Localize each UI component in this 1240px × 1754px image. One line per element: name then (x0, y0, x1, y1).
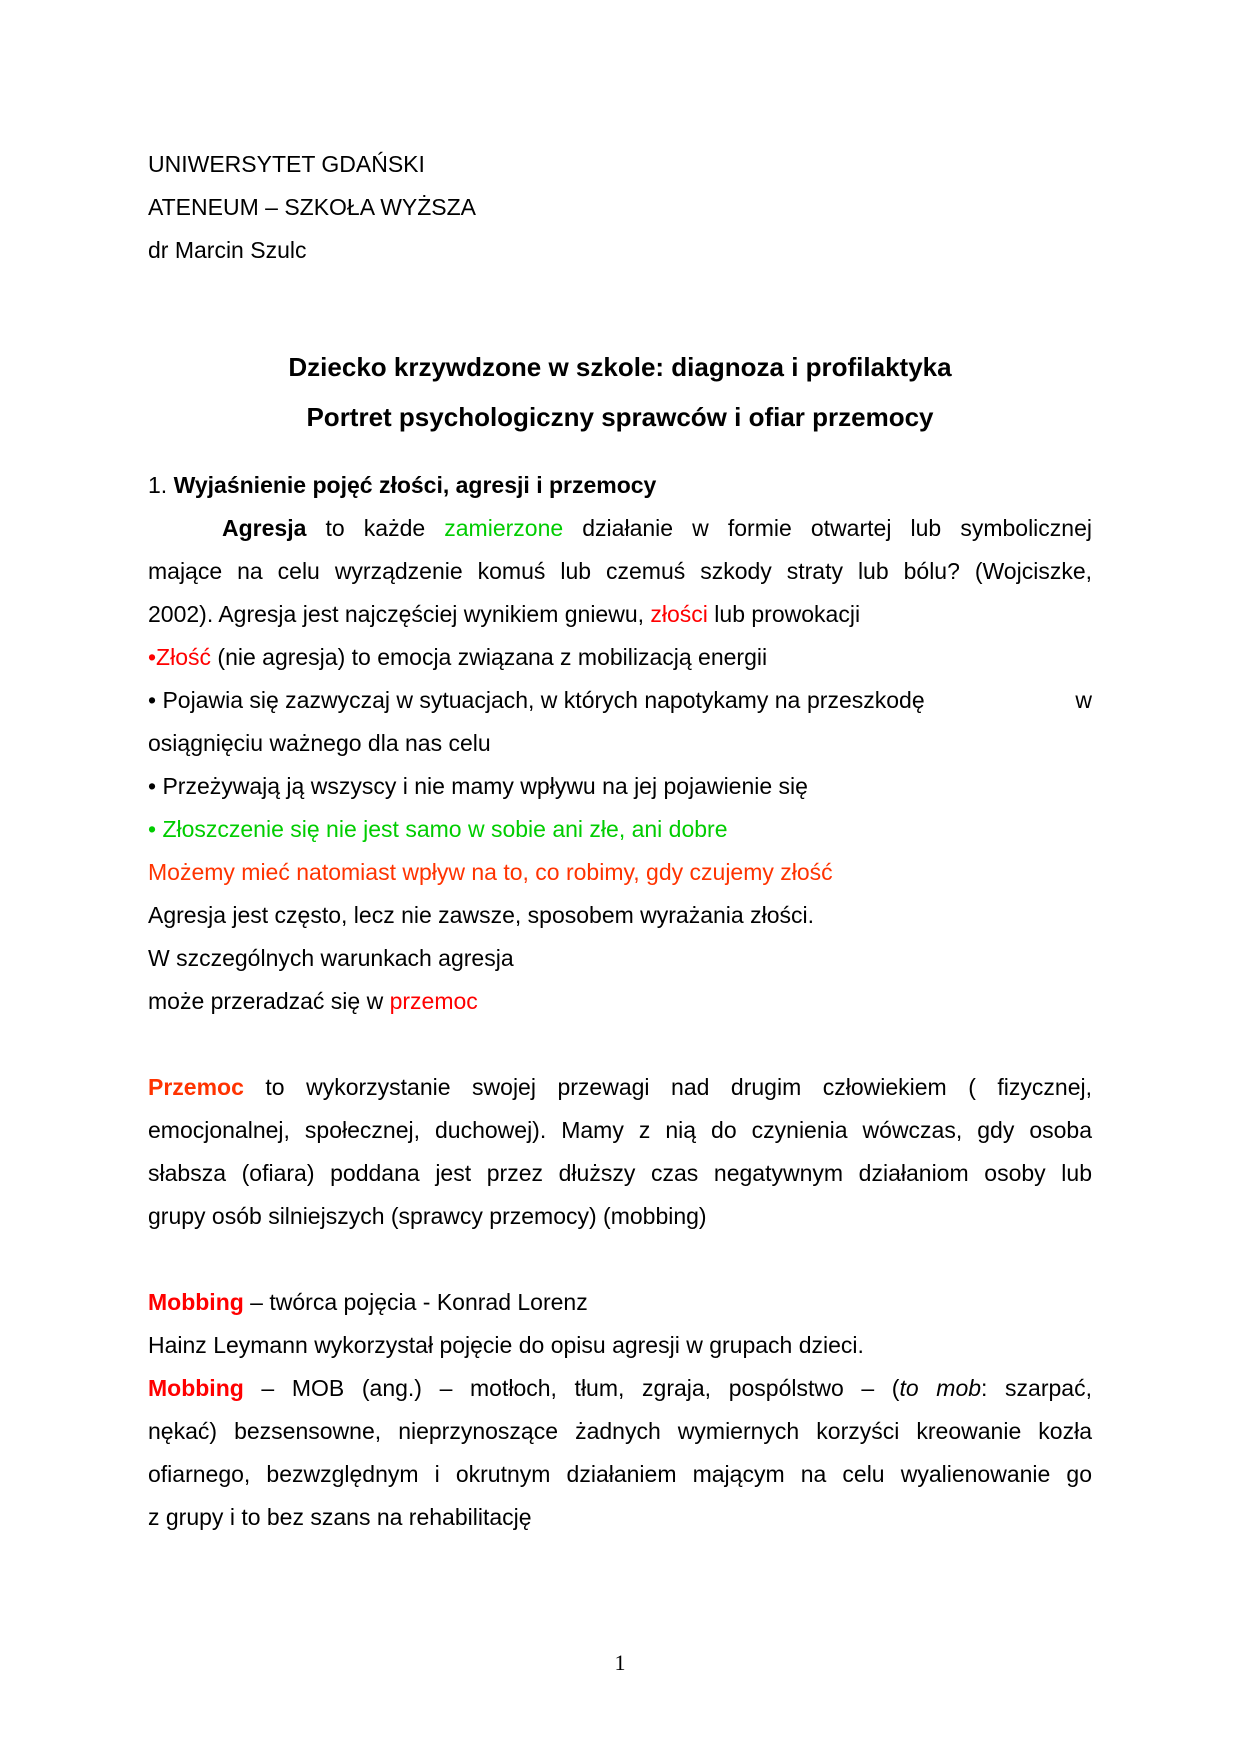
bullet-zlosc: •Złość (nie agresja) to emocja związana z mobilizacją energii (148, 644, 768, 670)
page-content (148, 143, 1092, 1539)
agresja-line-3: 2002). Agresja jest najczęściej wynikiem gniewu, złości lub prowokacji (148, 601, 861, 627)
mobbing-line-4: nękać) bezsensowne, nieprzynoszące żadnych wymiernych korzyści kreowanie kozła (148, 1418, 1092, 1444)
page-number: 1 (614, 1650, 626, 1675)
bullet-zlosc-term: •Złość (148, 644, 212, 670)
przemoc-line-2: emocjonalnej, społecznej, duchowej). Mamy z nią do czynienia wówczas, gdy osoba (148, 1117, 1092, 1143)
przemoc-line-3: słabsza (ofiara) poddana jest przez dłuższy czas negatywnym działaniom osoby lub (148, 1160, 1092, 1186)
header-university: UNIWERSYTET GDAŃSKI (148, 151, 425, 177)
szczegolne-warunki: W szczególnych warunkach agresja (148, 945, 514, 971)
agresja-line-2: mające na celu wyrządzenie komuś lub czemuś szkody straty lub bólu? (Wojciszke, (148, 558, 1092, 584)
section-heading-text: Wyjaśnienie pojęć złości, agresji i przemocy (173, 472, 657, 498)
highlight-zlosci: złości (650, 601, 708, 627)
highlight-przemoc: przemoc (389, 988, 478, 1014)
section-number: 1. (148, 472, 174, 498)
orange-statement: Możemy mieć natomiast wpływ na to, co robimy, gdy czujemy złość (148, 859, 833, 885)
mobbing-term-1: Mobbing (148, 1289, 244, 1315)
przeradzac-line: może przeradzać się w przemoc (148, 988, 478, 1014)
mobbing-line-2: Hainz Leymann wykorzystał pojęcie do opisu agresji w grupach dzieci. (148, 1332, 864, 1358)
section-heading (148, 464, 1092, 507)
bullet-pojawia-line-2: osiągnięciu ważnego dla nas celu (148, 730, 491, 756)
mobbing-term-2: Mobbing (148, 1375, 244, 1401)
mobbing-line-3: Mobbing – MOB (ang.) – motłoch, tłum, zgraja, pospólstwo – (to mob: szarpać, (148, 1375, 1092, 1401)
mobbing-line-1: Mobbing – twórca pojęcia - Konrad Lorenz (148, 1289, 588, 1315)
mobbing-line-6: z grupy i to bez szans na rehabilitację (148, 1504, 532, 1530)
document-title: Dziecko krzywdzone w szkole: diagnoza i profilaktyka (288, 352, 952, 382)
bullet-pojawia-line-1: • Pojawia się zazwyczaj w sytuacjach, w których napotykamy na przeszkodę w (148, 687, 1092, 713)
agresja-wyrazanie: Agresja jest często, lecz nie zawsze, sposobem wyrażania złości. (148, 902, 815, 928)
header-school: ATENEUM – SZKOŁA WYŻSZA (148, 194, 477, 220)
przemoc-line-1: Przemoc to wykorzystanie swojej przewagi nad drugim człowiekiem ( fizycznej, (148, 1074, 1092, 1100)
bullet-przezywaja: • Przeżywają ją wszyscy i nie mamy wpływu na jej pojawienie się (148, 773, 808, 799)
bullet-zloszczenie: • Złoszczenie się nie jest samo w sobie ani złe, ani dobre (148, 816, 728, 842)
agresja-term: Agresja (222, 515, 307, 541)
przemoc-line-4: grupy osób silniejszych (sprawcy przemocy) (mobbing) (148, 1203, 707, 1229)
highlight-zamierzone: zamierzone (444, 515, 564, 541)
document-subtitle: Portret psychologiczny sprawców i ofiar przemocy (306, 402, 934, 432)
przemoc-term: Przemoc (148, 1074, 244, 1100)
mobbing-line-5: ofiarnego, bezwzględnym i okrutnym działaniem mającym na celu wyalienowanie go (148, 1461, 1092, 1487)
agresja-line-1: Agresja to każde zamierzone działanie w formie otwartej lub symbolicznej (222, 515, 1092, 541)
header-author: dr Marcin Szulc (148, 237, 307, 263)
